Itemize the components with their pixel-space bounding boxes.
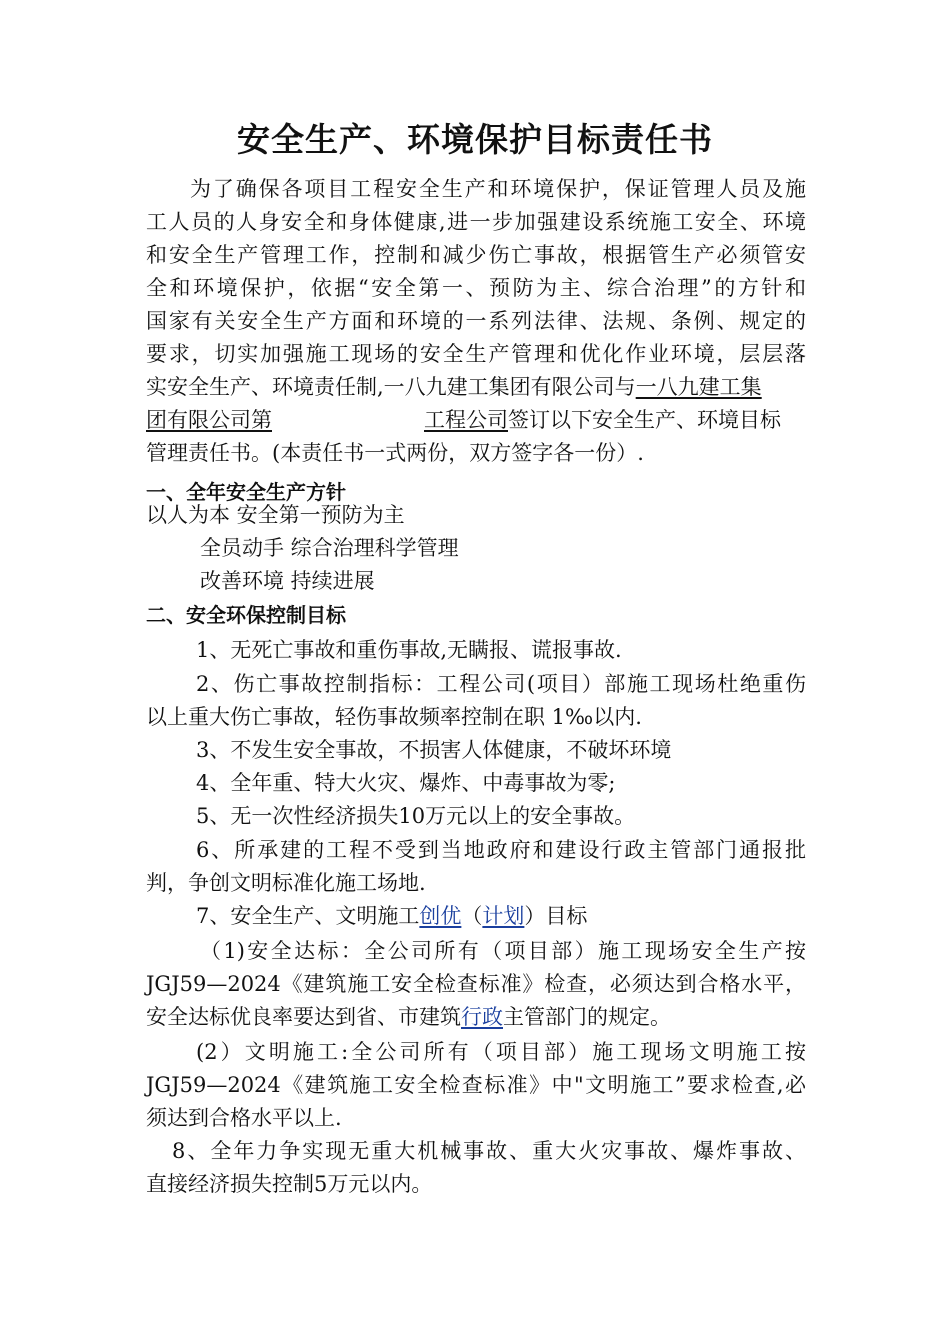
sub-item: JGJ59—2024《建筑施工安全检查标准》中"文明施工”要求检查,必 — [146, 1073, 806, 1097]
sub-item: JGJ59—2024《建筑施工安全检查标准》检查，必须达到合格水平， — [146, 972, 806, 996]
target-item: 2、伤亡事故控制指标：工程公司(项目）部施工现场杜绝重伤 — [196, 672, 806, 696]
policy-line: 改善环境 持续进展 — [200, 569, 375, 593]
target-item — [196, 901, 587, 931]
link-jihua[interactable]: 计划 — [482, 904, 525, 928]
intro-line: 全和环境保护，依据“安全第一、预防为主、综合治理”的方针和 — [146, 276, 806, 300]
sub-item: （1)安全达标：全公司所有（项目部）施工现场安全生产按 — [200, 939, 806, 963]
target-text: 7、安全生产、文明施工 — [196, 904, 420, 928]
sub-text: 安全达标优良率要达到省、市建筑 — [146, 1005, 461, 1029]
intro-text: 签订以下安全生产、环境目标 — [508, 408, 781, 432]
sub-item: 须达到合格水平以上. — [146, 1106, 342, 1130]
sub-item: (2）文明施工:全公司所有（项目部）施工现场文明施工按 — [196, 1040, 806, 1064]
policy-line: 全员动手 综合治理科学管理 — [200, 536, 459, 560]
intro-line: 和安全生产管理工作，控制和减少伤亡事故，根据管生产必须管安 — [146, 243, 806, 267]
intro-line: 为了确保各项目工程安全生产和环境保护，保证管理人员及施 — [190, 177, 806, 201]
target-text: （ — [461, 904, 483, 928]
target-item: 1、无死亡事故和重伤事故,无瞒报、谎报事故. — [196, 638, 622, 662]
link-xingzheng[interactable]: 行政 — [461, 1005, 503, 1029]
target-item: 判，争创文明标准化施工场地. — [146, 871, 426, 895]
sub-text: 主管部门的规定。 — [503, 1005, 671, 1029]
target-item: 3、不发生安全事故，不损害人体健康，不破坏环境 — [196, 738, 672, 762]
target-text: ）目标 — [524, 904, 588, 928]
target-item: 直接经济损失控制5万元以内。 — [146, 1172, 433, 1196]
section-heading: 二、安全环保控制目标 — [146, 603, 346, 627]
intro-text: 实安全生产、环境责任制,一八九建工集团有限公司与 — [146, 375, 636, 399]
intro-line: 国家有关安全生产方面和环境的一系列法律、法规、条例、规定的 — [146, 309, 806, 333]
target-item: 8、全年力争实现无重大机械事故、重大火灾事故、爆炸事故、 — [172, 1139, 806, 1163]
intro-text: 团有限公司第 — [146, 408, 272, 432]
company-underlined: 一八九建工集 — [635, 375, 762, 399]
target-item: 以上重大伤亡事故，轻伤事故频率控制在职 1‰以内. — [146, 705, 642, 729]
intro-line: 工人员的人身安全和身体健康,进一步加强建设系统施工安全、环境 — [146, 210, 806, 234]
target-item: 5、无一次性经济损失10万元以上的安全事故。 — [196, 804, 636, 828]
document-title: 安全生产、环境保护目标责任书 — [237, 120, 713, 159]
intro-line — [146, 405, 781, 435]
intro-line: 管理责任书。(本责任书一式两份，双方签字各一份）. — [146, 441, 644, 465]
intro-text: 工程公司 — [424, 408, 508, 432]
intro-line — [146, 372, 762, 402]
intro-line: 要求，切实加强施工现场的安全生产管理和优化作业环境，层层落 — [146, 342, 806, 366]
company-underlined — [146, 408, 508, 432]
target-item: 6、所承建的工程不受到当地政府和建设行政主管部门通报批 — [196, 838, 806, 862]
section-heading: 一、全年安全生产方针 — [146, 480, 346, 504]
link-chuangyou[interactable]: 创优 — [419, 904, 462, 928]
policy-line: 以人为本 安全第一预防为主 — [146, 503, 405, 527]
sub-item — [146, 1002, 671, 1032]
target-item: 4、全年重、特大火灾、爆炸、中毒事故为零; — [196, 771, 616, 795]
